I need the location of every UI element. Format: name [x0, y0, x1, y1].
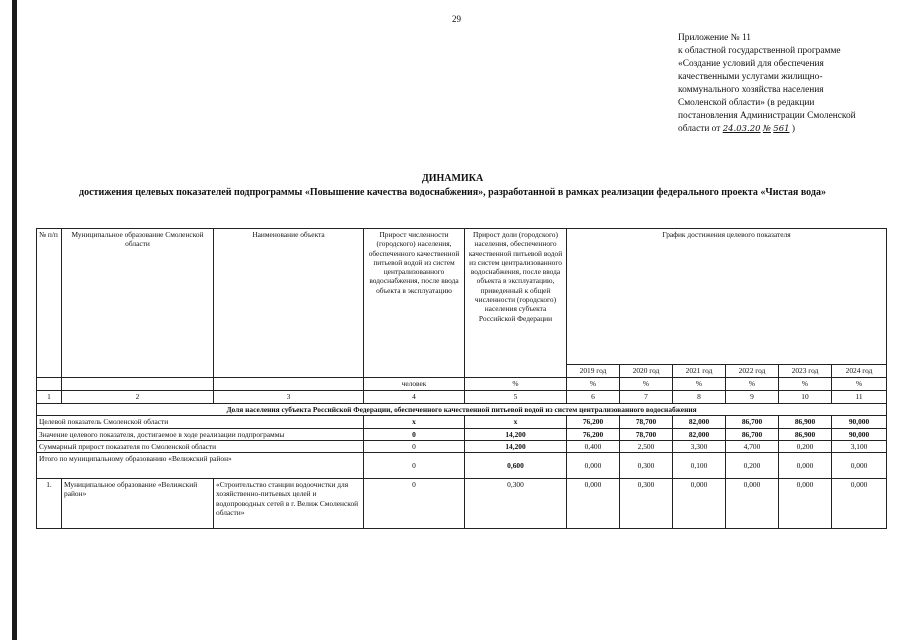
unit-cell: %: [832, 378, 887, 391]
row-col5: 14,200: [465, 440, 567, 452]
handwritten-date: 24.03.20: [722, 124, 761, 134]
year-cell: 2023 год: [779, 365, 832, 378]
scan-edge-bar: [12, 0, 17, 640]
appendix-line: качественными услугами жилищно-: [678, 72, 823, 82]
row-value: 0,200: [726, 453, 779, 479]
unit-cell: %: [465, 378, 567, 391]
row-col5: 0,600: [465, 453, 567, 479]
document-subtitle: достижения целевых показателей подпрограммы «Повышение качества водоснабжения», разработанной в рамках реализации федерального проекта «Чистая вода»: [79, 187, 826, 198]
item-value: 0,000: [673, 479, 726, 529]
column-numbers-row: [37, 391, 887, 404]
table-row: [37, 453, 887, 479]
year-cell: 2022 год: [726, 365, 779, 378]
unit-cell: человек: [364, 378, 465, 391]
section-title: Доля населения субъекта Российской Федерации, обеспеченного качественной питьевой водой из систем централизованного водоснабжения: [37, 404, 887, 416]
indicators-table: [36, 228, 887, 529]
row-value: 0,100: [673, 453, 726, 479]
header-population-growth: Прирост численности (городского) населения, обеспеченного качественной питьевой водой из систем централизованного водоснабжения, после ввода объекта в эксплуатацию: [364, 229, 465, 378]
col-number: 9: [726, 391, 779, 404]
row-value: 0,000: [832, 453, 887, 479]
year-cell: 2021 год: [673, 365, 726, 378]
row-col5: х: [465, 416, 567, 428]
header-row: [37, 229, 887, 365]
handwritten-number-sign: №: [762, 124, 771, 134]
row-label: Суммарный прирост показателя по Смоленской области: [37, 440, 364, 452]
row-label: Целевой показатель Смоленской области: [37, 416, 364, 428]
row-value: 82,000: [673, 416, 726, 428]
row-value: 90,000: [832, 416, 887, 428]
row-value: 2,500: [620, 440, 673, 452]
col-number: 2: [62, 391, 214, 404]
row-value: 86,700: [726, 416, 779, 428]
row-value: 76,200: [567, 416, 620, 428]
col-number: 5: [465, 391, 567, 404]
item-value: 0,000: [779, 479, 832, 529]
col-number: 6: [567, 391, 620, 404]
year-cell: 2019 год: [567, 365, 620, 378]
item-municipality: Муниципальное образование «Велижский район»: [62, 479, 214, 529]
row-value: 76,200: [567, 428, 620, 440]
header-schedule: График достижения целевого показателя: [567, 229, 887, 365]
col-number: 4: [364, 391, 465, 404]
row-value: 0,000: [779, 453, 832, 479]
col-number: 11: [832, 391, 887, 404]
row-value: 0,200: [779, 440, 832, 452]
item-num: 1.: [37, 479, 62, 529]
header-object: Наименование объекта: [214, 229, 364, 378]
col-number: 3: [214, 391, 364, 404]
row-col4: 0: [364, 453, 465, 479]
table-row: [37, 416, 887, 428]
row-col5: 14,200: [465, 428, 567, 440]
row-col4: 0: [364, 440, 465, 452]
item-value: 0,300: [620, 479, 673, 529]
unit-cell: %: [726, 378, 779, 391]
page-number: 29: [452, 14, 461, 24]
row-value: 86,700: [726, 428, 779, 440]
row-value: 86,900: [779, 428, 832, 440]
row-col4: х: [364, 416, 465, 428]
appendix-last-prefix: области от: [678, 124, 721, 134]
row-value: 90,000: [832, 428, 887, 440]
appendix-note: [678, 32, 900, 136]
col-number: 1: [37, 391, 62, 404]
item-col4: 0: [364, 479, 465, 529]
unit-cell: %: [673, 378, 726, 391]
unit-cell: %: [620, 378, 673, 391]
item-value: 0,000: [726, 479, 779, 529]
handwritten-number: 561: [773, 124, 790, 134]
item-object: «Строительство станции водоочистки для хозяйственно-питьевых целей и водопроводных сетей в г. Велиж Смоленской области»: [214, 479, 364, 529]
appendix-line: «Создание условий для обеспечения: [678, 59, 824, 69]
appendix-line: Приложение № 11: [678, 33, 751, 43]
appendix-last-suffix: ): [791, 124, 795, 134]
row-value: 78,700: [620, 428, 673, 440]
header-share-growth: Прирост доли (городского) населения, обеспеченного качественной питьевой водой из систем централизованного водоснабжения, после ввода объекта в эксплуатацию, приведенный к общей численности (городского) населения субъекта Российской Федерации: [465, 229, 567, 378]
item-value: 0,000: [567, 479, 620, 529]
year-cell: 2020 год: [620, 365, 673, 378]
row-value: 4,700: [726, 440, 779, 452]
row-col4: 0: [364, 428, 465, 440]
table-row: [37, 428, 887, 440]
appendix-line: коммунального хозяйства населения: [678, 85, 824, 95]
row-value: 86,900: [779, 416, 832, 428]
header-municipality: Муниципальное образование Смоленской области: [62, 229, 214, 378]
row-value: 3,100: [832, 440, 887, 452]
item-value: 0,000: [832, 479, 887, 529]
unit-cell: %: [567, 378, 620, 391]
col-number: 10: [779, 391, 832, 404]
units-row: [37, 378, 887, 391]
row-value: 0,000: [567, 453, 620, 479]
section-row: [37, 404, 887, 416]
row-label: Итого по муниципальному образованию «Велижский район»: [37, 453, 364, 479]
row-value: 82,000: [673, 428, 726, 440]
col-number: 8: [673, 391, 726, 404]
unit-cell: %: [779, 378, 832, 391]
table-row: [37, 440, 887, 452]
appendix-line: постановления Администрации Смоленской: [678, 111, 856, 121]
row-value: 78,700: [620, 416, 673, 428]
appendix-line: к областной государственной программе: [678, 46, 841, 56]
row-label: Значение целевого показателя, достигаемое в ходе реализации подпрограммы: [37, 428, 364, 440]
appendix-line: Смоленской области» (в редакции: [678, 98, 815, 108]
item-col5: 0,300: [465, 479, 567, 529]
appendix-last-line: [678, 123, 900, 136]
document-title: ДИНАМИКА: [421, 173, 484, 184]
row-value: 3,300: [673, 440, 726, 452]
col-number: 7: [620, 391, 673, 404]
header-num: № п/п: [37, 229, 62, 378]
year-cell: 2024 год: [832, 365, 887, 378]
table-row: [37, 479, 887, 529]
row-value: 0,300: [620, 453, 673, 479]
row-value: 0,400: [567, 440, 620, 452]
